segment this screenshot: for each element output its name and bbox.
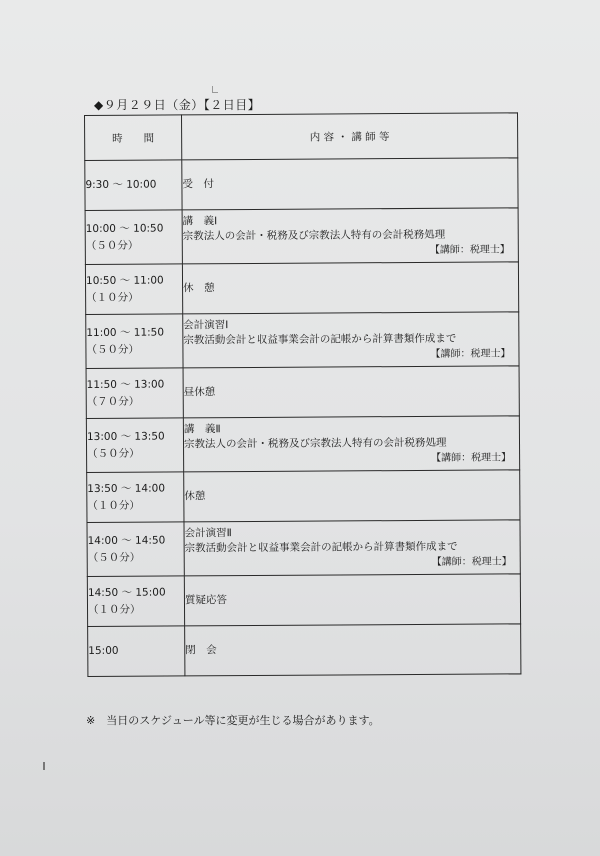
time-cell bbox=[86, 418, 183, 473]
content-cell bbox=[182, 262, 518, 314]
schedule-note: ※ 当日のスケジュール等に変更が生じる場合があります。 bbox=[86, 714, 380, 727]
lecturer: 【講師：税理士】 bbox=[429, 244, 510, 256]
lecturer: 【講師：税理士】 bbox=[431, 452, 512, 464]
content-cell bbox=[184, 520, 520, 576]
session-title: 受 付 bbox=[182, 178, 214, 191]
time-cell bbox=[86, 368, 183, 419]
content-cell bbox=[184, 470, 520, 522]
time-cell bbox=[85, 210, 182, 265]
content-cell bbox=[183, 366, 519, 418]
time-range: 14:50 ～ 15:00 bbox=[87, 586, 166, 599]
time-range: 10:00 ～ 10:50 bbox=[85, 222, 164, 235]
content-cell bbox=[183, 416, 519, 472]
time-range: 9:30 ～ 10:00 bbox=[85, 178, 157, 191]
session-detail: 宗教法人の会計・税務及び宗教法人特有の会計税務処理 bbox=[182, 228, 446, 243]
lecturer: 【講師：税理士】 bbox=[431, 556, 512, 568]
pen-mark bbox=[212, 86, 218, 93]
table-row bbox=[86, 366, 519, 419]
table-row bbox=[87, 470, 520, 523]
duration: （１０分） bbox=[87, 603, 141, 616]
session-title: 休 憩 bbox=[183, 282, 215, 295]
time-range: 13:50 ～ 14:00 bbox=[87, 482, 166, 495]
time-cell bbox=[87, 576, 184, 627]
session-title: 会計演習Ⅰ bbox=[183, 319, 229, 332]
schedule-heading: ◆９月２９日（金）【２日目】 bbox=[94, 98, 261, 112]
table-row bbox=[87, 574, 520, 627]
session-title: 昼休憩 bbox=[183, 386, 216, 399]
table-row bbox=[87, 520, 520, 577]
duration: （５０分） bbox=[85, 239, 139, 252]
session-title: 休憩 bbox=[184, 490, 206, 503]
table-row bbox=[86, 416, 519, 473]
duration: （７０分） bbox=[86, 395, 140, 408]
time-cell bbox=[87, 472, 184, 523]
time-range: 15:00 bbox=[88, 644, 119, 657]
time-cell bbox=[87, 522, 184, 577]
session-detail: 宗教活動会計と収益事業会計の記帳から計算書類作成まで bbox=[184, 540, 458, 555]
content-cell bbox=[182, 158, 518, 210]
duration: （５０分） bbox=[87, 551, 141, 564]
content-cell bbox=[183, 312, 519, 368]
time-range: 11:50 ～ 13:00 bbox=[86, 378, 165, 391]
stray-mark bbox=[43, 762, 45, 770]
session-title: 講 義Ⅰ bbox=[182, 215, 218, 228]
time-cell bbox=[85, 264, 182, 315]
session-title: 会計演習Ⅱ bbox=[184, 527, 232, 540]
header-content: 内 容 ・ 講 師 等 bbox=[182, 113, 518, 160]
duration: （５０分） bbox=[86, 343, 139, 356]
time-cell bbox=[86, 314, 183, 369]
table-row bbox=[88, 624, 521, 677]
session-title: 講 義Ⅱ bbox=[183, 423, 221, 436]
session-title: 質疑応答 bbox=[184, 594, 228, 607]
lecturer: 【講師：税理士】 bbox=[430, 348, 511, 360]
table-row bbox=[85, 208, 518, 265]
time-range: 11:00 ～ 11:50 bbox=[86, 326, 165, 339]
table-row bbox=[85, 262, 518, 315]
duration: （５０分） bbox=[87, 447, 140, 460]
time-cell bbox=[88, 626, 185, 677]
session-title: 閉 会 bbox=[185, 644, 217, 657]
time-cell bbox=[85, 160, 182, 211]
session-detail: 宗教法人の会計・税務及び宗教法人特有の会計税務処理 bbox=[183, 436, 447, 451]
time-range: 10:50 ～ 11:00 bbox=[85, 274, 164, 287]
table-row bbox=[86, 312, 519, 369]
session-detail: 宗教活動会計と収益事業会計の記帳から計算書類作成まで bbox=[183, 332, 457, 347]
duration: （１０分） bbox=[86, 291, 139, 304]
content-cell bbox=[184, 574, 520, 626]
schedule-table bbox=[84, 112, 521, 677]
duration: （１０分） bbox=[87, 499, 140, 512]
time-range: 13:00 ～ 13:50 bbox=[86, 430, 165, 443]
content-cell bbox=[182, 208, 518, 264]
time-range: 14:00 ～ 14:50 bbox=[87, 534, 166, 547]
table-row bbox=[85, 158, 518, 211]
header-time: 時 間 bbox=[85, 115, 182, 161]
content-cell bbox=[185, 624, 521, 676]
table-header-row bbox=[85, 113, 518, 161]
